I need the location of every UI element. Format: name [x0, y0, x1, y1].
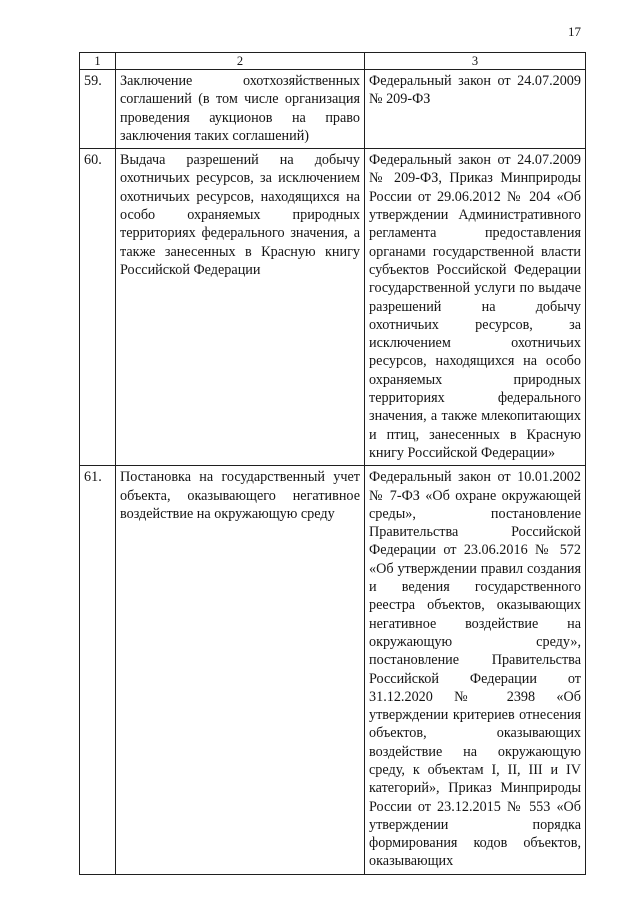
activity-cell: Постановка на государственный учет объекта, оказывающего негативное воздействие на окружающую среду: [116, 466, 365, 875]
legal-basis-cell: Федеральный закон от 24.07.2009 № 209-ФЗ: [365, 70, 586, 149]
row-number: 59.: [80, 70, 116, 149]
legal-basis-cell: Федеральный закон от 24.07.2009 № 209-ФЗ, Приказ Минприроды России от 29.06.2012 № 204 «Об утверждении Административного регламента предоставления органами государственной власти субъектов Российской Федерации государственной услуги по выдаче разрешений на добычу охотничьих ресурсов, за исключением охотничьих ресурсов, находящихся на особо охраняемых природных территориях федерального значения, а также млекопитающих и птиц, занесенных в Красную книгу Российской Федерации»: [365, 149, 586, 466]
activity-cell: Заключение охотхозяйственных соглашений (в том числе организация проведения аукционов на право заключения таких соглашений): [116, 70, 365, 149]
table-row: [80, 149, 586, 466]
column-header-3: 3: [365, 53, 586, 70]
table-header-row: [80, 53, 586, 70]
activity-cell: Выдача разрешений на добычу охотничьих ресурсов, за исключением охотничьих ресурсов, находящихся на особо охраняемых природных территориях федерального значения, а также занесенных в Красную книгу Российской Федерации: [116, 149, 365, 466]
row-number: 60.: [80, 149, 116, 466]
legal-basis-table: [79, 52, 586, 875]
table-row: [80, 70, 586, 149]
legal-basis-cell: Федеральный закон от 10.01.2002 № 7-ФЗ «Об охране окружающей среды», постановление Правительства Российской Федерации от 23.06.2016 № 572 «Об утверждении правил создания и ведения государственного реестра объектов, оказывающих негативное воздействие на окружающую среду», постановление Правительства Российской Федерации от 31.12.2020 № 2398 «Об утверждении критериев отнесения объектов, оказывающих воздействие на окружающую среду, к объектам I, II, III и IV категорий», Приказ Минприроды России от 23.12.2015 № 553 «Об утверждении порядка формирования кодов объектов, оказывающих: [365, 466, 586, 875]
page-number: 17: [568, 24, 581, 39]
column-header-2: 2: [116, 53, 365, 70]
row-number: 61.: [80, 466, 116, 875]
table-row: [80, 466, 586, 875]
column-header-1: 1: [80, 53, 116, 70]
